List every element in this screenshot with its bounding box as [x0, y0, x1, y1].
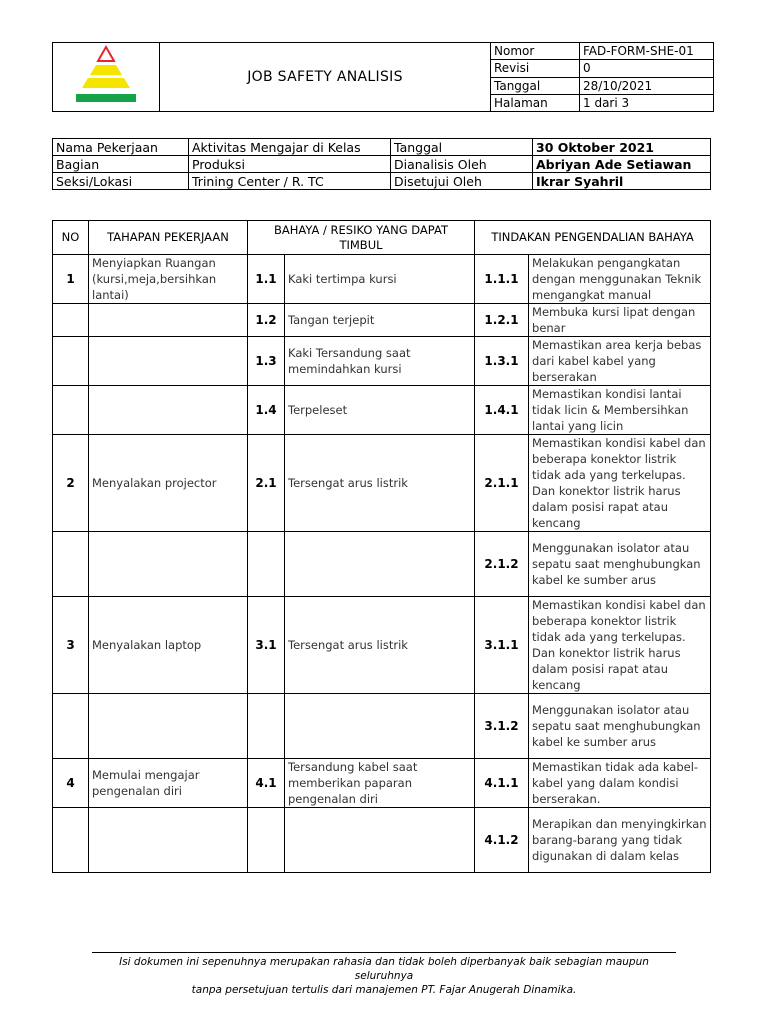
info-value: Abriyan Ade Setiawan [533, 156, 711, 173]
cell-control: Menggunakan isolator atau sepatu saat menghubungkan kabel ke sumber arus [529, 532, 711, 597]
cell-no [53, 694, 89, 759]
cell-cid: 1.1.1 [475, 255, 529, 304]
cell-hid: 1.4 [248, 386, 285, 435]
cell-no [53, 532, 89, 597]
cell-cid: 4.1.2 [475, 808, 529, 873]
info-label: Dianalisis Oleh [391, 156, 533, 173]
info-value: 30 Oktober 2021 [533, 139, 711, 156]
meta-value: 1 dari 3 [580, 94, 714, 111]
cell-step: Menyalakan laptop [89, 597, 248, 694]
document-header [52, 42, 714, 112]
cell-no [53, 337, 89, 386]
cell-cid: 4.1.1 [475, 759, 529, 808]
cell-hazard: Kaki Tersandung saat memindahkan kursi [285, 337, 475, 386]
table-row [53, 304, 711, 337]
meta-value: 0 [580, 60, 714, 77]
footer-line: tanpa persetujuan tertulis dari manajemen PT. Fajar Anugerah Dinamika. [191, 984, 577, 996]
info-value: Produksi [189, 156, 391, 173]
pyramid-logo-icon [66, 44, 146, 106]
cell-no: 2 [53, 435, 89, 532]
table-row [53, 694, 711, 759]
cell-no [53, 304, 89, 337]
info-value: Aktivitas Mengajar di Kelas [189, 139, 391, 156]
cell-no: 3 [53, 597, 89, 694]
cell-cid: 3.1.1 [475, 597, 529, 694]
cell-hid: 1.3 [248, 337, 285, 386]
info-value: Trining Center / R. TC [189, 173, 391, 190]
cell-control: Memastikan tidak ada kabel-kabel yang dalam kondisi berserakan. [529, 759, 711, 808]
cell-hid [248, 532, 285, 597]
jsa-table [52, 220, 711, 873]
cell-hid: 2.1 [248, 435, 285, 532]
table-row [53, 759, 711, 808]
cell-hid: 3.1 [248, 597, 285, 694]
cell-control: Merapikan dan menyingkirkan barang-barang yang tidak digunakan di dalam kelas [529, 808, 711, 873]
cell-hazard [285, 808, 475, 873]
meta-value: FAD-FORM-SHE-01 [580, 43, 714, 60]
header-hazard: BAHAYA / RESIKO YANG DAPAT TIMBUL [248, 221, 475, 255]
meta-key: Revisi [491, 60, 580, 77]
cell-cid: 2.1.1 [475, 435, 529, 532]
meta-key: Halaman [491, 94, 580, 111]
cell-cid: 3.1.2 [475, 694, 529, 759]
cell-cid: 2.1.2 [475, 532, 529, 597]
cell-control: Memastikan area kerja bebas dari kabel kabel yang berserakan [529, 337, 711, 386]
info-label: Bagian [53, 156, 189, 173]
cell-step [89, 386, 248, 435]
cell-no: 4 [53, 759, 89, 808]
table-row [53, 255, 711, 304]
cell-hid [248, 808, 285, 873]
cell-step [89, 532, 248, 597]
company-logo [53, 43, 160, 112]
cell-no [53, 386, 89, 435]
cell-hazard: Terpeleset [285, 386, 475, 435]
cell-step: Menyiapkan Ruangan (kursi,meja,bersihkan lantai) [89, 255, 248, 304]
cell-step [89, 808, 248, 873]
cell-no: 1 [53, 255, 89, 304]
footer-line: Isi dokumen ini sepenuhnya merupakan rahasia dan tidak boleh diperbanyak baik sebagian maupun seluruhnya [119, 956, 649, 982]
cell-cid: 1.4.1 [475, 386, 529, 435]
table-row [53, 435, 711, 532]
cell-control: Memastikan kondisi kabel dan beberapa konektor listrik tidak ada yang terkelupas. Dan konektor listrik harus dalam posisi rapat atau kencang [529, 597, 711, 694]
job-info-table [52, 138, 711, 190]
cell-no [53, 808, 89, 873]
header-step: TAHAPAN PEKERJAAN [89, 221, 248, 255]
info-label: Seksi/Lokasi [53, 173, 189, 190]
cell-control: Memastikan kondisi kabel dan beberapa konektor listrik tidak ada yang terkelupas. Dan konektor listrik harus dalam posisi rapat atau kencang [529, 435, 711, 532]
cell-step [89, 304, 248, 337]
cell-cid: 1.3.1 [475, 337, 529, 386]
cell-hazard: Tersengat arus listrik [285, 597, 475, 694]
cell-control: Melakukan pengangkatan dengan menggunakan Teknik mengangkat manual [529, 255, 711, 304]
info-label: Disetujui Oleh [391, 173, 533, 190]
cell-step [89, 337, 248, 386]
cell-hazard [285, 532, 475, 597]
cell-hazard: Tersengat arus listrik [285, 435, 475, 532]
cell-control: Membuka kursi lipat dengan benar [529, 304, 711, 337]
meta-key: Tanggal [491, 77, 580, 94]
cell-step: Menyalakan projector [89, 435, 248, 532]
cell-step [89, 694, 248, 759]
cell-hid: 1.2 [248, 304, 285, 337]
header-no: NO [53, 221, 89, 255]
cell-hazard [285, 694, 475, 759]
table-row [53, 532, 711, 597]
cell-hazard: Kaki tertimpa kursi [285, 255, 475, 304]
confidentiality-footer [92, 952, 676, 997]
cell-cid: 1.2.1 [475, 304, 529, 337]
cell-hazard: Tersandung kabel saat memberikan paparan pengenalan diri [285, 759, 475, 808]
info-label: Tanggal [391, 139, 533, 156]
info-value: Ikrar Syahril [533, 173, 711, 190]
cell-hid: 1.1 [248, 255, 285, 304]
cell-hid [248, 694, 285, 759]
meta-value: 28/10/2021 [580, 77, 714, 94]
info-label: Nama Pekerjaan [53, 139, 189, 156]
cell-hid: 4.1 [248, 759, 285, 808]
table-row [53, 386, 711, 435]
meta-key: Nomor [491, 43, 580, 60]
header-control: TINDAKAN PENGENDALIAN BAHAYA [475, 221, 711, 255]
cell-control: Menggunakan isolator atau sepatu saat menghubungkan kabel ke sumber arus [529, 694, 711, 759]
cell-control: Memastikan kondisi lantai tidak licin & Membersihkan lantai yang licin [529, 386, 711, 435]
document-title: JOB SAFETY ANALISIS [160, 43, 491, 112]
table-row [53, 597, 711, 694]
cell-hazard: Tangan terjepit [285, 304, 475, 337]
table-row [53, 337, 711, 386]
cell-step: Memulai mengajar pengenalan diri [89, 759, 248, 808]
table-row [53, 808, 711, 873]
